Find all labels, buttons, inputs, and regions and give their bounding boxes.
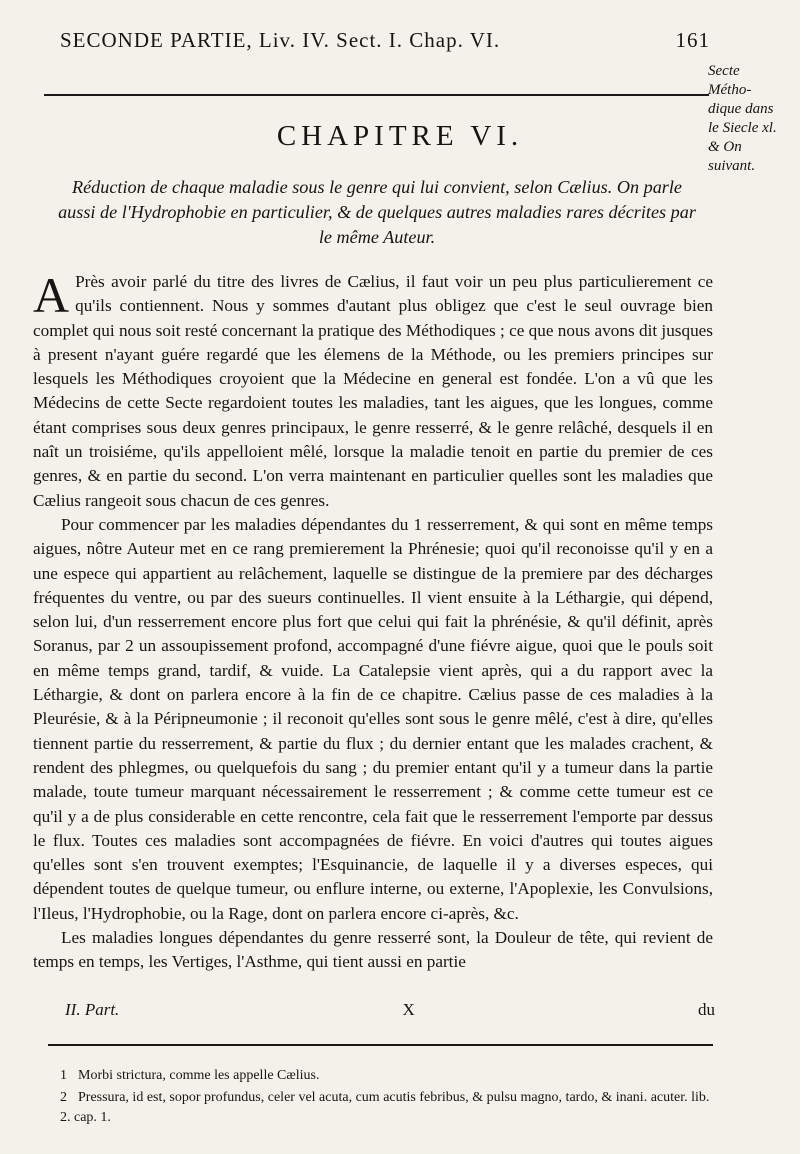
running-title: SECONDE PARTIE, Liv. IV. Sect. I. Chap. VI. [60,28,501,52]
margin-note: Secte Métho-dique dans le Siecle xl. & On suivant. [708,63,777,174]
part-label: II. Part. [65,1000,120,1019]
paragraph-3: Les maladies longues dépendantes du genre resserré sont, la Douleur de tête, qui revient de temps en temps, les Vertiges, l'Asthme, qui tient aussi en partie [33,928,713,972]
running-header [60,28,710,53]
footnote-1 [60,1066,720,1086]
footnote-2 [60,1088,720,1128]
body-text [33,267,713,975]
footnote-rule [48,1044,713,1046]
page-number: 161 [675,28,710,52]
paragraph-1 [33,267,713,513]
paragraph-2: Pour commencer par les maladies dépendantes du 1 resserrement, & qui sont en même temps aigues, nôtre Auteur met en ce rang premierement la Phrénesie; quoi qu'il reconoisse qu'il y en a une espece qui appartient au relâchement, laquelle se distingue de la premiere par des décharges fréquentes du ventre, ou par des sueurs continuelles. Il vient ensuite à la Léthargie, qui dépend, selon lui, d'un resserrement encore plus fort que celui qui fait la phrénésie, & qu'il définit, après Soranus, par 2 un assoupissement profond, accompagné d'une fiévre aigue, quoi que le pouls soit en même temps grand, tardif, & vuide. La Catalepsie vient après, qui a du rapport avec la Léthargie, & dont on parlera encore à la fin de ce chapitre. Cælius passe de ces maladies à la Pleurésie, & à la Péripneumonie ; il reconoit qu'elles sont sous le genre mêlé, c'est à dire, qu'elles tiennent partie du resserrement, & partie du flux ; du dernier entant que les malades crachent, & rendent des phlegmes, ou quelquefois du sang ; du premier entant qu'il y a tumeur dans la partie malade, toute tumeur marquant nécessairement le resserrement ; & comme cette tumeur est ce qu'il y a de plus considerable en cette rencontre, cela fait que le resserrement l'emporte par dessus le flux. Toutes ces maladies sont accompagnées de fiévre. En voici d'autres qui toutes aigues qu'elles sont s'en trouvent exemptes; l'Esquinancie, de laquelle il y a diverses especes, qui dépendent toutes de quelque tumeur, ou enflure interne, ou externe, l'Apoplexie, les Convulsions, l'Ileus, l'Hydrophobie, ou la Rage, dont on parlera encore ci-après, &c. [33,514,713,923]
catchword: du [697,1000,715,1019]
drop-cap: A [33,267,70,323]
footnote-number: 2 [60,1090,67,1105]
chapter-title: CHAPITRE VI. [276,120,524,152]
signature-mark: X [402,1000,415,1019]
footnote-text: Pressura, id est, sopor profundus, celer vel acuta, cum acutis febribus, & pulsu magno, tardo, & inani. acuter. lib. 2. cap. 1. [60,1090,710,1125]
footnotes [60,1066,720,1130]
footnote-text: Morbi strictura, comme les appelle Cælius. [78,1068,320,1083]
page-footer [65,1000,715,1020]
header-rule [44,94,709,96]
paragraph-1-text: Près avoir parlé du titre des livres de Cælius, il faut voir un peu plus particulierement ce qu'ils contiennent. Nous y sommes d'autant plus obligez que c'est le seul ouvrage bien complet qui nous soit resté concernant la pratique des Méthodiques ; ce que nous avons dit jusques à present n'ayant guére regardé que les élemens de la Méthode, ou les premiers principes sur lesquels les Méthodiques croyoient que la Médecine en general est fondée. L'on a vû que les Médecins de cette Secte regardoient toutes les maladies, tant les aigues, que les longues, comme étant comprises sous deux genres principaux, le genre resserré, & le genre relâché, desquels il en naît un troisiéme, qu'ils appelloient mêlé, lorsque la maladie tenoit en partie du premier de ces genres, & en partie du second. L'on verra maintenant en particulier quelles sont les maladies que Cælius rangeoit sous chacun de ces genres. [33,272,713,510]
footnote-number: 1 [60,1068,67,1083]
chapter-subtitle: Réduction de chaque maladie sous le genre qui lui convient, selon Cælius. On parle aussi de l'Hydrophobie en particulier, & de quelques autres maladies rares décrites par le même Auteur. [58,177,696,247]
